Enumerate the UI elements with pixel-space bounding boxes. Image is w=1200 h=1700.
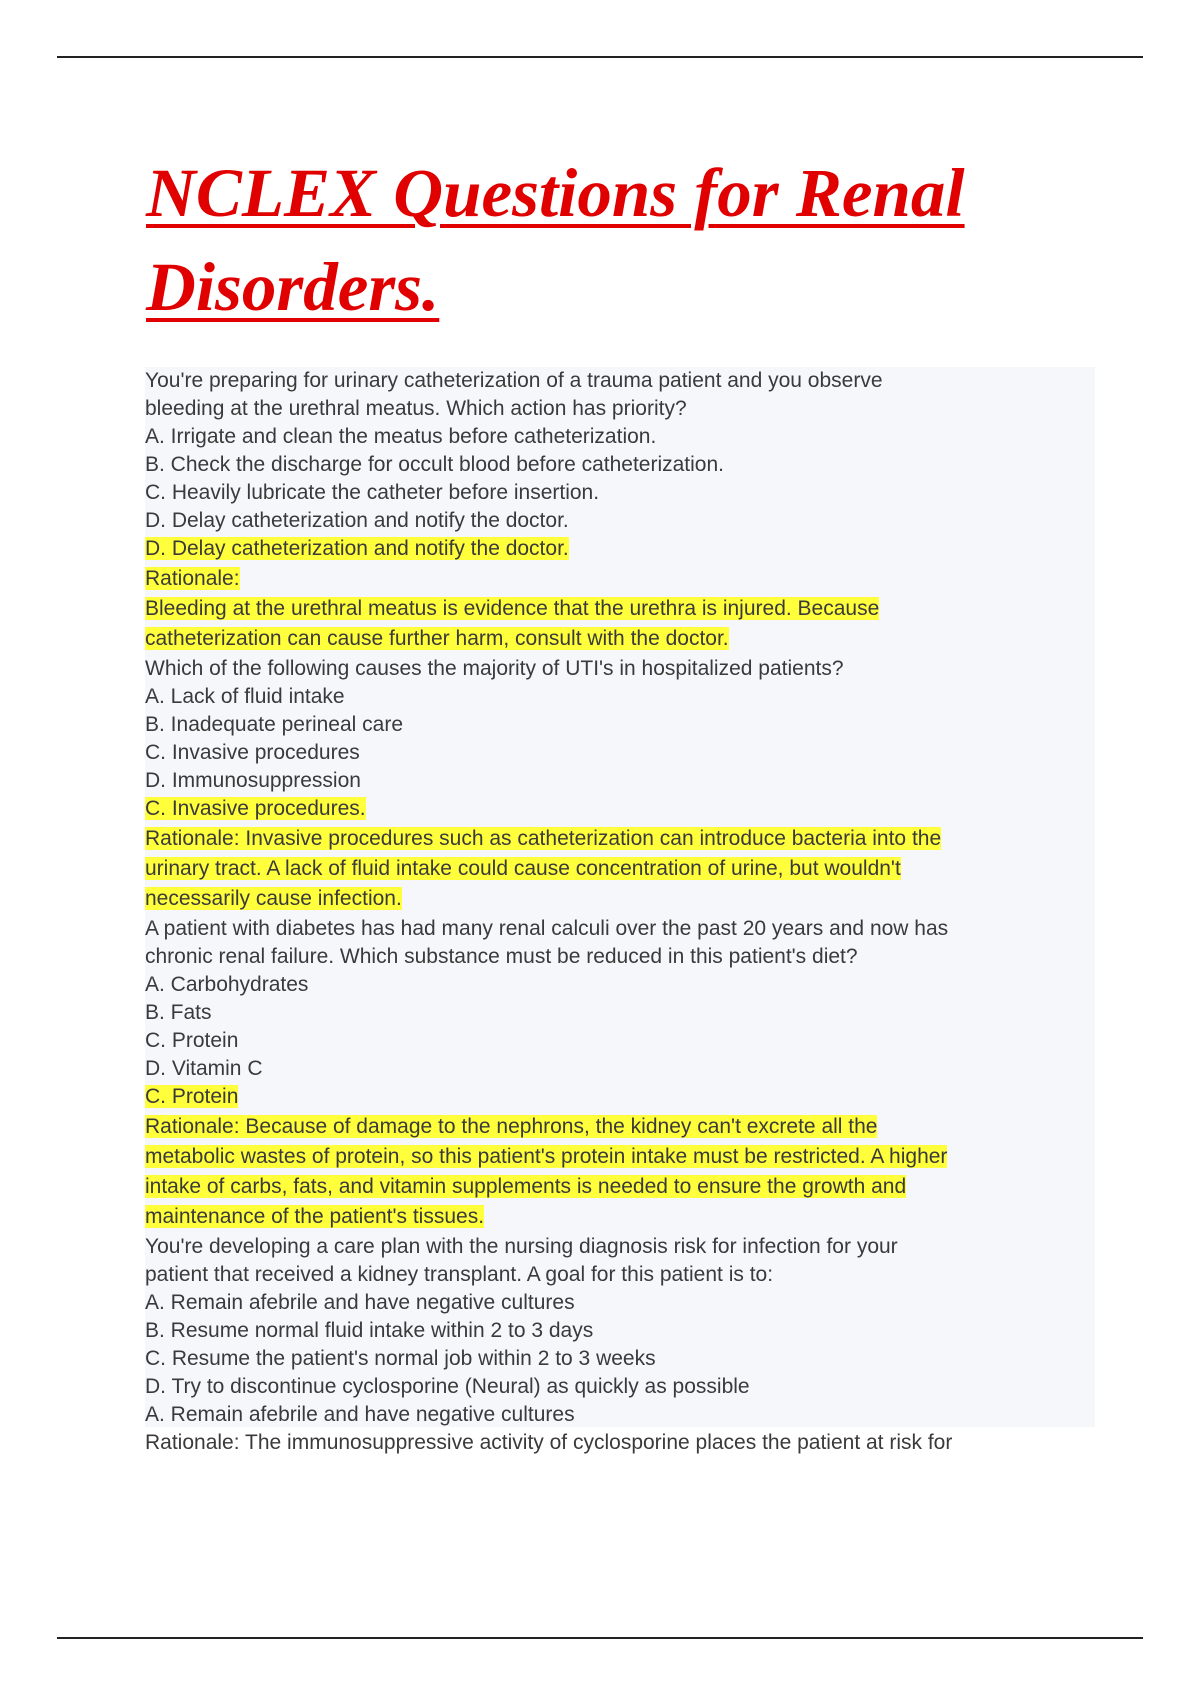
question-stem-line: chronic renal failure. Which substance must be reduced in this patient's diet? (145, 945, 858, 968)
correct-answer: C. Invasive procedures. (145, 797, 366, 820)
rationale-line: urinary tract. A lack of fluid intake could cause concentration of urine, but wouldn't (145, 857, 901, 880)
rationale-line: Rationale: The immunosuppressive activity of cyclosporine places the patient at risk for (145, 1431, 953, 1454)
page-title (146, 146, 1086, 334)
question-stem-line: patient that received a kidney transplant. A goal for this patient is to: (145, 1263, 774, 1286)
rationale-label: Rationale: (145, 567, 240, 590)
answer-option: C. Invasive procedures (145, 741, 360, 764)
top-rule (57, 56, 1143, 58)
answer-option: C. Heavily lubricate the catheter before insertion. (145, 481, 600, 504)
rationale-line: necessarily cause infection. (145, 887, 402, 910)
rationale-line: intake of carbs, fats, and vitamin supplements is needed to ensure the growth and (145, 1175, 907, 1198)
question-4 (145, 1233, 1095, 1457)
answer-option: C. Resume the patient's normal job within 2 to 3 weeks (145, 1347, 656, 1370)
answer-option: D. Immunosuppression (145, 769, 361, 792)
answer-option: B. Fats (145, 1001, 212, 1024)
title-line-1: NCLEX Questions for Renal (146, 155, 965, 231)
correct-answer: A. Remain afebrile and have negative cultures (145, 1403, 575, 1426)
question-stem-line: Which of the following causes the majority of UTI's in hospitalized patients? (145, 657, 844, 680)
correct-answer: D. Delay catheterization and notify the doctor. (145, 537, 569, 560)
question-1 (145, 367, 1095, 655)
question-stem-line: bleeding at the urethral meatus. Which action has priority? (145, 397, 687, 420)
question-stem-line: You're developing a care plan with the nursing diagnosis risk for infection for your (145, 1235, 898, 1258)
answer-option: A. Carbohydrates (145, 973, 309, 996)
answer-option: A. Remain afebrile and have negative cultures (145, 1291, 575, 1314)
rationale-line: metabolic wastes of protein, so this patient's protein intake must be restricted. A higher (145, 1145, 948, 1168)
question-3 (145, 915, 1095, 1233)
answer-option: A. Lack of fluid intake (145, 685, 345, 708)
answer-option: B. Resume normal fluid intake within 2 to 3 days (145, 1319, 594, 1342)
question-2 (145, 655, 1095, 915)
rationale-line: maintenance of the patient's tissues. (145, 1205, 485, 1228)
rationale-line: Bleeding at the urethral meatus is evidence that the urethra is injured. Because (145, 597, 880, 620)
answer-option: B. Check the discharge for occult blood before catheterization. (145, 453, 724, 476)
answer-option: A. Irrigate and clean the meatus before catheterization. (145, 425, 657, 448)
answer-option: D. Vitamin C (145, 1057, 263, 1080)
question-stem-line: A patient with diabetes has had many renal calculi over the past 20 years and now has (145, 917, 949, 940)
rationale-line: Rationale: Invasive procedures such as catheterization can introduce bacteria into the (145, 827, 942, 850)
rationale-line: Rationale: Because of damage to the nephrons, the kidney can't excrete all the (145, 1115, 878, 1138)
answer-option: C. Protein (145, 1029, 239, 1052)
answer-option: B. Inadequate perineal care (145, 713, 404, 736)
correct-answer: C. Protein (145, 1085, 239, 1108)
rationale-line: catheterization can cause further harm, consult with the doctor. (145, 627, 729, 650)
answer-option: D. Delay catheterization and notify the doctor. (145, 509, 569, 532)
answer-option: D. Try to discontinue cyclosporine (Neural) as quickly as possible (145, 1375, 750, 1398)
question-content (145, 367, 1095, 1454)
question-stem-line: You're preparing for urinary catheterization of a trauma patient and you observe (145, 369, 883, 392)
title-line-2: Disorders. (146, 249, 440, 325)
bottom-rule (57, 1637, 1143, 1639)
